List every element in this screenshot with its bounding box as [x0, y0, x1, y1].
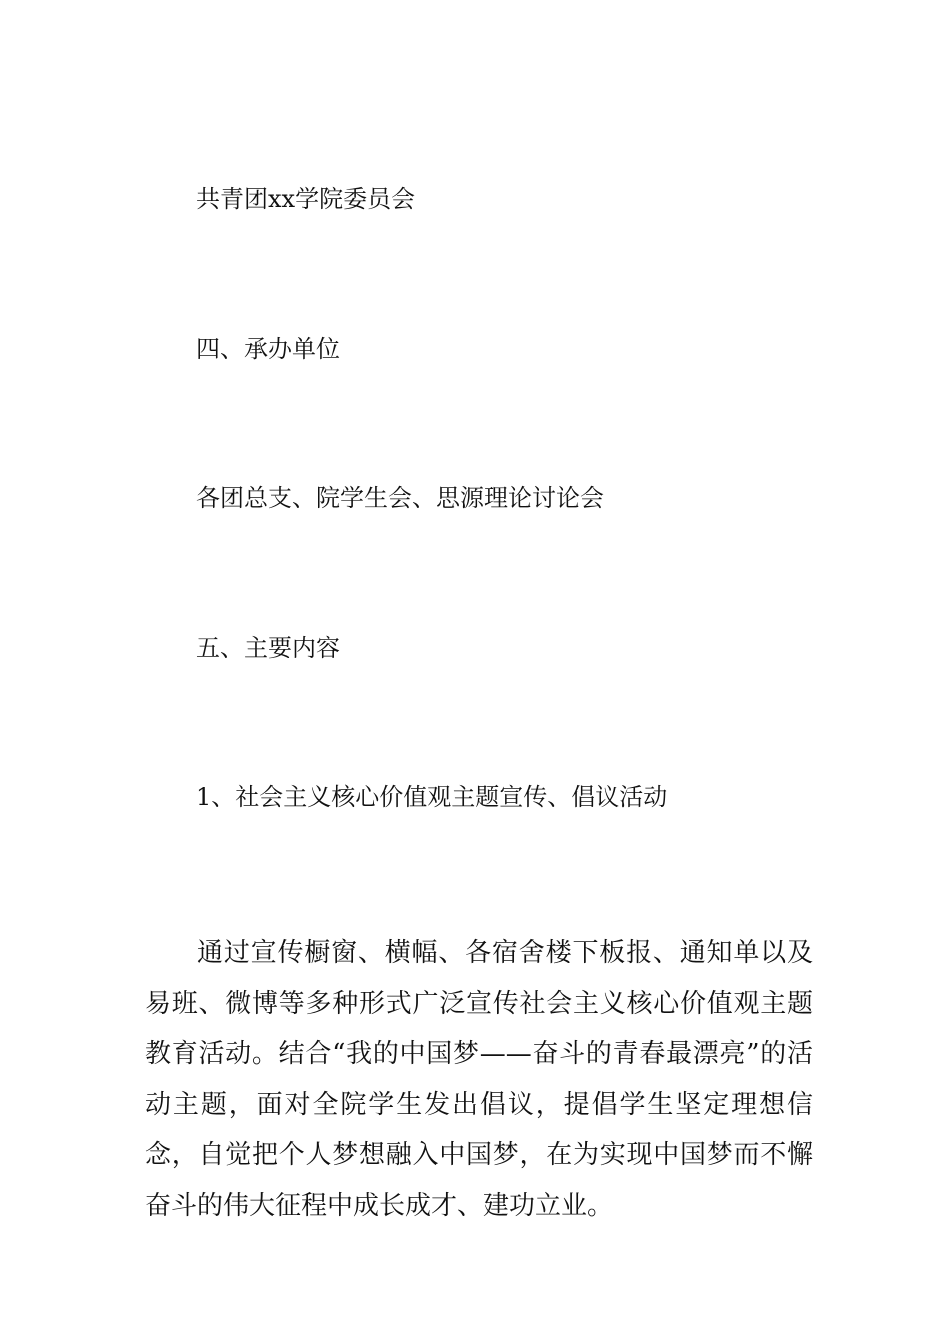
item-heading-promotion-activity: 1、社会主义核心价值观主题宣传、倡议活动 [196, 783, 668, 811]
section-heading-main-content: 五、主要内容 [196, 634, 340, 662]
body-paragraph: 通过宣传橱窗、横幅、各宿舍楼下板报、通知单以及易班、微博等多种形式广泛宣传社会主义核心价值观主题教育活动。结合“我的中国梦——奋斗的青春最漂亮”的活动主题，面对全院学生发出倡议，提倡学生坚定理想信念，自觉把个人梦想融入中国梦，在为实现中国梦而不懈奋斗的伟大征程中成长成才、建功立业。 [145, 938, 813, 1221]
section-heading-undertaking-units: 四、承办单位 [196, 335, 340, 363]
undertaking-units-text: 各团总支、院学生会、思源理论讨论会 [196, 484, 604, 512]
organizer-line: 共青团xx学院委员会 [196, 185, 416, 213]
